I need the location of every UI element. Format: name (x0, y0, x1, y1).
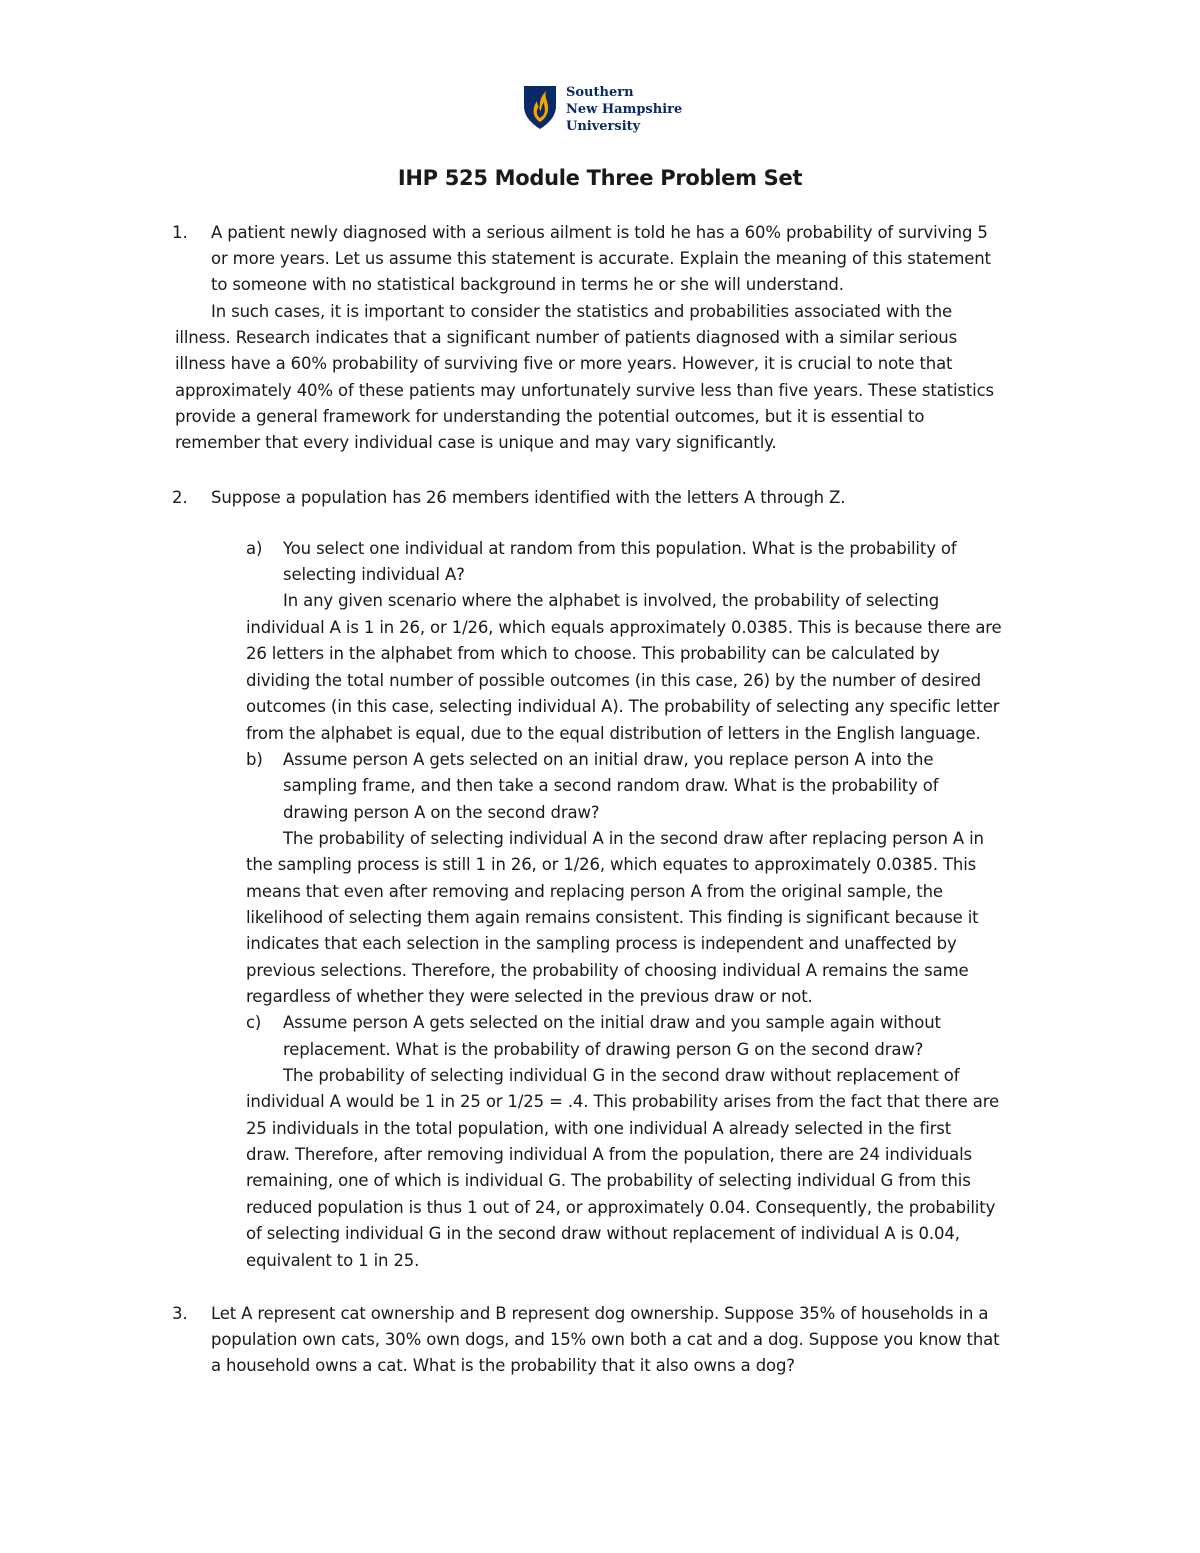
q1-answer-line: remember that every individual case is unique and may vary significantly. (175, 433, 777, 452)
q1-answer-line: illness have a 60% probability of surviving five or more years. However, it is crucial to note that (175, 354, 953, 373)
q2b-label: b) (246, 750, 263, 769)
q2c-question-line: Assume person A gets selected on the initial draw and you sample again without (283, 1013, 941, 1032)
q2c-answer-line: individual A would be 1 in 25 or 1/25 = .4. This probability arises from the fact that there are (246, 1092, 999, 1111)
q1-answer-line: provide a general framework for understanding the potential outcomes, but it is essential to (175, 407, 925, 426)
q2a-answer-line: In any given scenario where the alphabet is involved, the probability of selecting (283, 591, 940, 610)
q2a-question-line: You select one individual at random from this population. What is the probability of (283, 539, 957, 558)
q1-answer-line: In such cases, it is important to consider the statistics and probabilities associated with the (211, 302, 953, 321)
q2b-answer-line: The probability of selecting individual A in the second draw after replacing person A in (283, 829, 984, 848)
q2c-answer-line: equivalent to 1 in 25. (246, 1251, 420, 1270)
q2b-answer-line: likelihood of selecting them again remains consistent. This finding is significant because it (246, 908, 979, 927)
q2c-answer-line: reduced population is thus 1 out of 24, or approximately 0.04. Consequently, the probability (246, 1198, 996, 1217)
logo-line-3: University (566, 119, 641, 134)
q2c-label: c) (246, 1013, 262, 1032)
shield-flame-icon (522, 84, 558, 130)
q2a-answer-line: individual A is 1 in 26, or 1/26, which equals approximately 0.0385. This is because there are (246, 618, 1002, 637)
q2c-answer-line: The probability of selecting individual G in the second draw without replacement of (283, 1066, 960, 1085)
q1-question-line: or more years. Let us assume this statement is accurate. Explain the meaning of this statement (211, 249, 991, 268)
logo-line-2: New Hampshire (566, 102, 683, 117)
q1-question-line: to someone with no statistical background in terms he or she will understand. (211, 275, 844, 294)
q2c-answer-line: 25 individuals in the total population, with one individual A already selected in the first (246, 1119, 952, 1138)
q2b-question-line: sampling frame, and then take a second random draw. What is the probability of (283, 776, 939, 795)
q1-question-line: A patient newly diagnosed with a serious ailment is told he has a 60% probability of surviving 5 (211, 223, 988, 242)
q2c-question-line: replacement. What is the probability of drawing person G on the second draw? (283, 1040, 924, 1059)
q2b-answer-line: indicates that each selection in the sampling process is independent and unaffected by (246, 934, 957, 953)
q2c-answer-line: of selecting individual G in the second draw without replacement of individual A is 0.04, (246, 1224, 960, 1243)
q2b-answer-line: the sampling process is still 1 in 26, or 1/26, which equates to approximately 0.0385. This (246, 855, 977, 874)
q2b-question-line: Assume person A gets selected on an initial draw, you replace person A into the (283, 750, 934, 769)
q2a-answer-line: outcomes (in this case, selecting individual A). The probability of selecting any specific letter (246, 697, 1000, 716)
q1-answer-line: approximately 40% of these patients may unfortunately survive less than five years. These statistics (175, 381, 994, 400)
q2a-answer-line: dividing the total number of possible outcomes (in this case, 26) by the number of desired (246, 671, 981, 690)
q3-question-line: population own cats, 30% own dogs, and 15% own both a cat and a dog. Suppose you know that (211, 1330, 1000, 1349)
document-title: IHP 525 Module Three Problem Set (397, 166, 803, 190)
logo-line-1: Southern (566, 85, 634, 100)
q1-answer-line: illness. Research indicates that a significant number of patients diagnosed with a similar serious (175, 328, 958, 347)
q1-number: 1. (172, 223, 188, 242)
q3-question-line: Let A represent cat ownership and B represent dog ownership. Suppose 35% of households in a (211, 1304, 989, 1323)
q2a-question-line: selecting individual A? (283, 565, 465, 584)
q3-number: 3. (172, 1304, 188, 1323)
q2c-answer-line: remaining, one of which is individual G. The probability of selecting individual G from this (246, 1171, 971, 1190)
q2-number: 2. (172, 488, 188, 507)
q2b-answer-line: previous selections. Therefore, the probability of choosing individual A remains the same (246, 961, 969, 980)
q2b-answer-line: means that even after removing and replacing person A from the original sample, the (246, 882, 943, 901)
q2a-answer-line: 26 letters in the alphabet from which to choose. This probability can be calculated by (246, 644, 940, 663)
q3-question-line: a household owns a cat. What is the probability that it also owns a dog? (211, 1356, 795, 1375)
q2a-label: a) (246, 539, 263, 558)
q2a-answer-line: from the alphabet is equal, due to the equal distribution of letters in the English language. (246, 724, 981, 743)
q2c-answer-line: draw. Therefore, after removing individual A from the population, there are 24 individuals (246, 1145, 972, 1164)
snhu-logo (522, 84, 692, 134)
q2-question: Suppose a population has 26 members identified with the letters A through Z. (211, 488, 846, 507)
q2b-answer-line: regardless of whether they were selected in the previous draw or not. (246, 987, 813, 1006)
q2b-question-line: drawing person A on the second draw? (283, 803, 600, 822)
